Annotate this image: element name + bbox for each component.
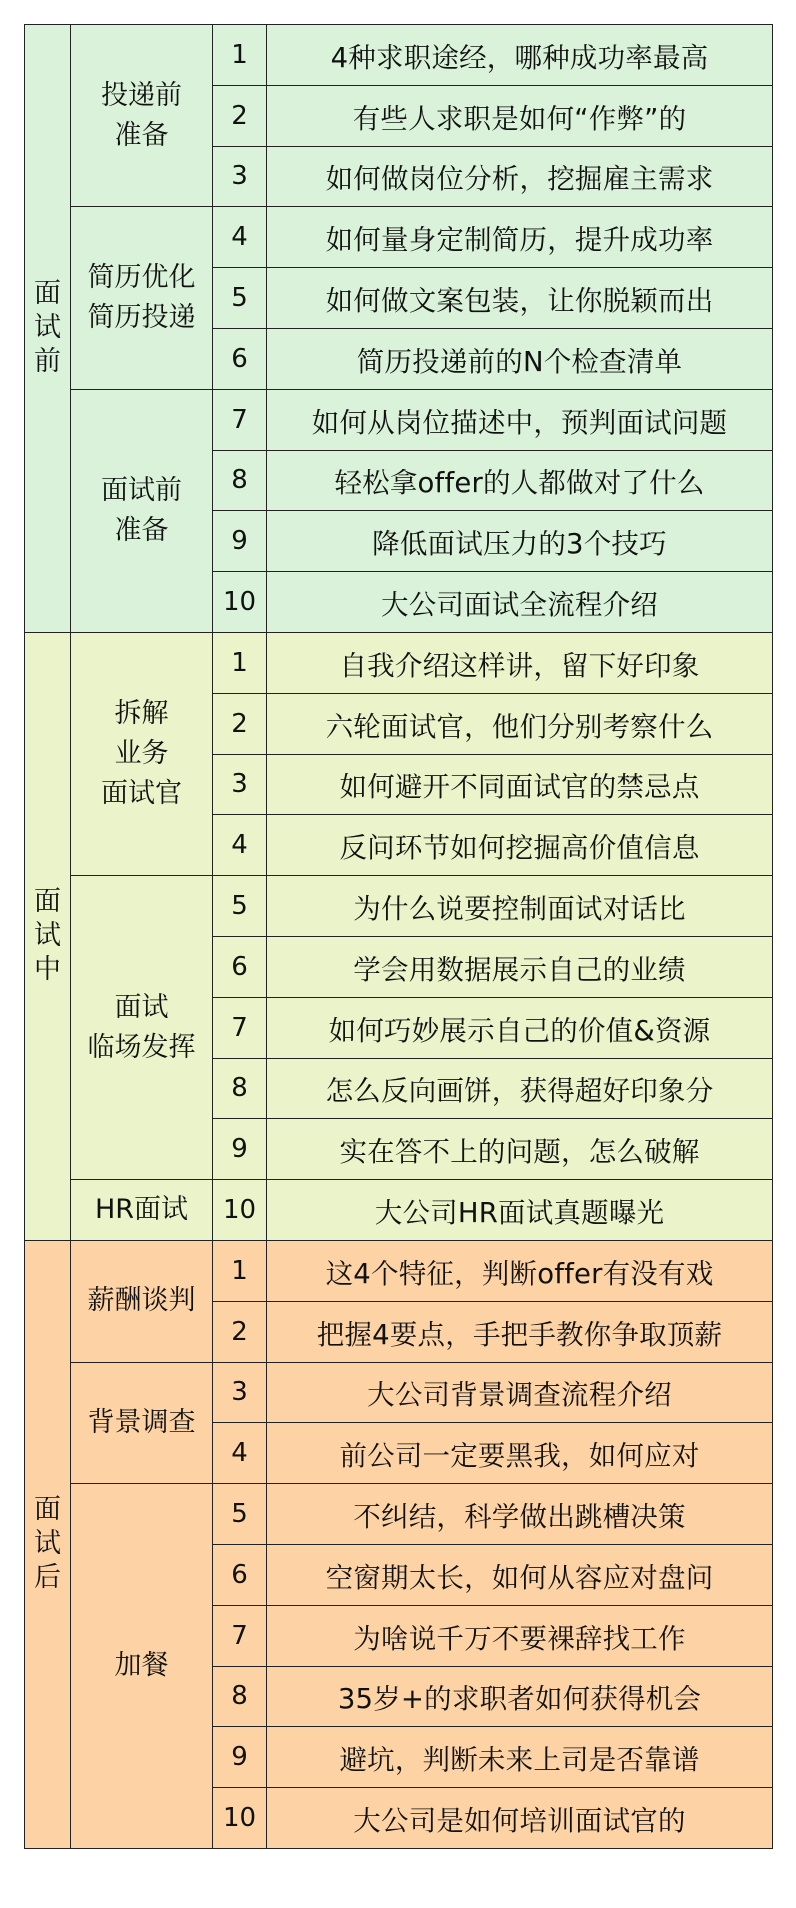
item-number: 10 — [213, 1180, 267, 1241]
item-number: 5 — [213, 268, 267, 329]
group-name-line: 简历投递 — [87, 302, 196, 334]
item-topic: 轻松拿offer的人都做对了什么 — [267, 450, 773, 511]
item-number: 4 — [213, 207, 267, 268]
item-number: 10 — [213, 1788, 267, 1849]
item-topic: 自我介绍这样讲，留下好印象 — [267, 632, 773, 693]
item-topic: 大公司是如何培训面试官的 — [267, 1788, 773, 1849]
item-number: 7 — [213, 997, 267, 1058]
interview-course-table — [24, 24, 773, 1849]
phase-cell — [25, 1240, 71, 1848]
phase-cell — [25, 25, 71, 633]
group-cell — [71, 25, 213, 207]
item-topic: 避坑，判断未来上司是否靠谱 — [267, 1727, 773, 1788]
item-topic: 35岁+的求职者如何获得机会 — [267, 1666, 773, 1727]
item-topic: 大公司背景调查流程介绍 — [267, 1362, 773, 1423]
group-name-line: HR面试 — [94, 1194, 189, 1226]
item-topic: 怎么反向画饼，获得超好印象分 — [267, 1058, 773, 1119]
table-row — [25, 389, 773, 450]
item-number: 1 — [213, 1240, 267, 1301]
item-number: 8 — [213, 1666, 267, 1727]
phase-char: 面 — [34, 278, 61, 310]
item-number: 8 — [213, 450, 267, 511]
item-topic: 不纠结，科学做出跳槽决策 — [267, 1484, 773, 1545]
item-number: 3 — [213, 754, 267, 815]
item-topic: 反问环节如何挖掘高价值信息 — [267, 815, 773, 876]
phase-char: 试 — [34, 1528, 61, 1560]
group-name-line: 面试前 — [101, 474, 182, 506]
group-cell — [71, 876, 213, 1180]
item-number: 1 — [213, 632, 267, 693]
item-topic: 大公司HR面试真题曝光 — [267, 1180, 773, 1241]
table-row — [25, 1484, 773, 1545]
item-number: 6 — [213, 936, 267, 997]
group-cell — [71, 207, 213, 389]
table-row — [25, 25, 773, 86]
item-topic: 把握4要点，手把手教你争取顶薪 — [267, 1301, 773, 1362]
item-topic: 大公司面试全流程介绍 — [267, 572, 773, 633]
item-number: 3 — [213, 146, 267, 207]
table-row — [25, 632, 773, 693]
phase-cell — [25, 632, 71, 1240]
group-name-line: 背景调查 — [87, 1406, 196, 1438]
item-topic: 学会用数据展示自己的业绩 — [267, 936, 773, 997]
item-topic: 六轮面试官，他们分别考察什么 — [267, 693, 773, 754]
item-topic: 为啥说千万不要裸辞找工作 — [267, 1605, 773, 1666]
item-topic: 前公司一定要黑我，如何应对 — [267, 1423, 773, 1484]
item-topic: 如何量身定制简历，提升成功率 — [267, 207, 773, 268]
item-number: 2 — [213, 1301, 267, 1362]
item-topic: 4种求职途经，哪种成功率最高 — [267, 25, 773, 86]
item-topic: 如何巧妙展示自己的价值&资源 — [267, 997, 773, 1058]
group-name-line: 拆解 — [114, 698, 169, 730]
item-topic: 如何从岗位描述中，预判面试问题 — [267, 389, 773, 450]
group-name-line: 薪酬谈判 — [87, 1285, 196, 1317]
item-number: 2 — [213, 85, 267, 146]
item-number: 9 — [213, 1119, 267, 1180]
item-topic: 如何做岗位分析，挖掘雇主需求 — [267, 146, 773, 207]
item-number: 5 — [213, 876, 267, 937]
item-topic: 这4个特征，判断offer有没有戏 — [267, 1240, 773, 1301]
phase-char: 前 — [34, 346, 61, 378]
group-cell — [71, 632, 213, 875]
item-topic: 降低面试压力的3个技巧 — [267, 511, 773, 572]
group-name-line: 面试官 — [101, 778, 182, 810]
item-number: 5 — [213, 1484, 267, 1545]
phase-char: 面 — [34, 886, 61, 918]
group-name-line: 准备 — [114, 119, 169, 151]
group-cell — [71, 1484, 213, 1849]
item-number: 7 — [213, 389, 267, 450]
group-name-line: 简历优化 — [87, 262, 196, 294]
phase-char: 后 — [34, 1562, 61, 1594]
item-number: 7 — [213, 1605, 267, 1666]
item-number: 6 — [213, 1544, 267, 1605]
item-number: 2 — [213, 693, 267, 754]
item-topic: 为什么说要控制面试对话比 — [267, 876, 773, 937]
table-row — [25, 1180, 773, 1241]
item-number: 4 — [213, 1423, 267, 1484]
table-body — [25, 25, 773, 1849]
table-row — [25, 1240, 773, 1301]
group-name-line: 面试 — [114, 991, 169, 1023]
item-topic: 空窗期太长，如何从容应对盘问 — [267, 1544, 773, 1605]
table-row — [25, 1362, 773, 1423]
item-topic: 有些人求职是如何“作弊”的 — [267, 85, 773, 146]
item-topic: 如何做文案包装，让你脱颖而出 — [267, 268, 773, 329]
group-name-line: 加餐 — [114, 1650, 169, 1682]
table-row — [25, 876, 773, 937]
group-name-line: 临场发挥 — [87, 1031, 196, 1063]
group-cell — [71, 1180, 213, 1241]
phase-char: 面 — [34, 1494, 61, 1526]
phase-char: 试 — [34, 312, 61, 344]
table-row — [25, 207, 773, 268]
item-topic: 实在答不上的问题，怎么破解 — [267, 1119, 773, 1180]
item-topic: 简历投递前的N个检查清单 — [267, 328, 773, 389]
phase-char: 中 — [34, 954, 61, 986]
item-number: 10 — [213, 572, 267, 633]
item-number: 8 — [213, 1058, 267, 1119]
group-name-line: 投递前 — [101, 79, 182, 111]
item-number: 9 — [213, 1727, 267, 1788]
item-number: 6 — [213, 328, 267, 389]
group-name-line: 业务 — [114, 738, 169, 770]
item-topic: 如何避开不同面试官的禁忌点 — [267, 754, 773, 815]
group-cell — [71, 1362, 213, 1484]
phase-char: 试 — [34, 920, 61, 952]
group-cell — [71, 389, 213, 632]
group-cell — [71, 1240, 213, 1362]
item-number: 9 — [213, 511, 267, 572]
item-number: 3 — [213, 1362, 267, 1423]
item-number: 1 — [213, 25, 267, 86]
item-number: 4 — [213, 815, 267, 876]
group-name-line: 准备 — [114, 514, 169, 546]
